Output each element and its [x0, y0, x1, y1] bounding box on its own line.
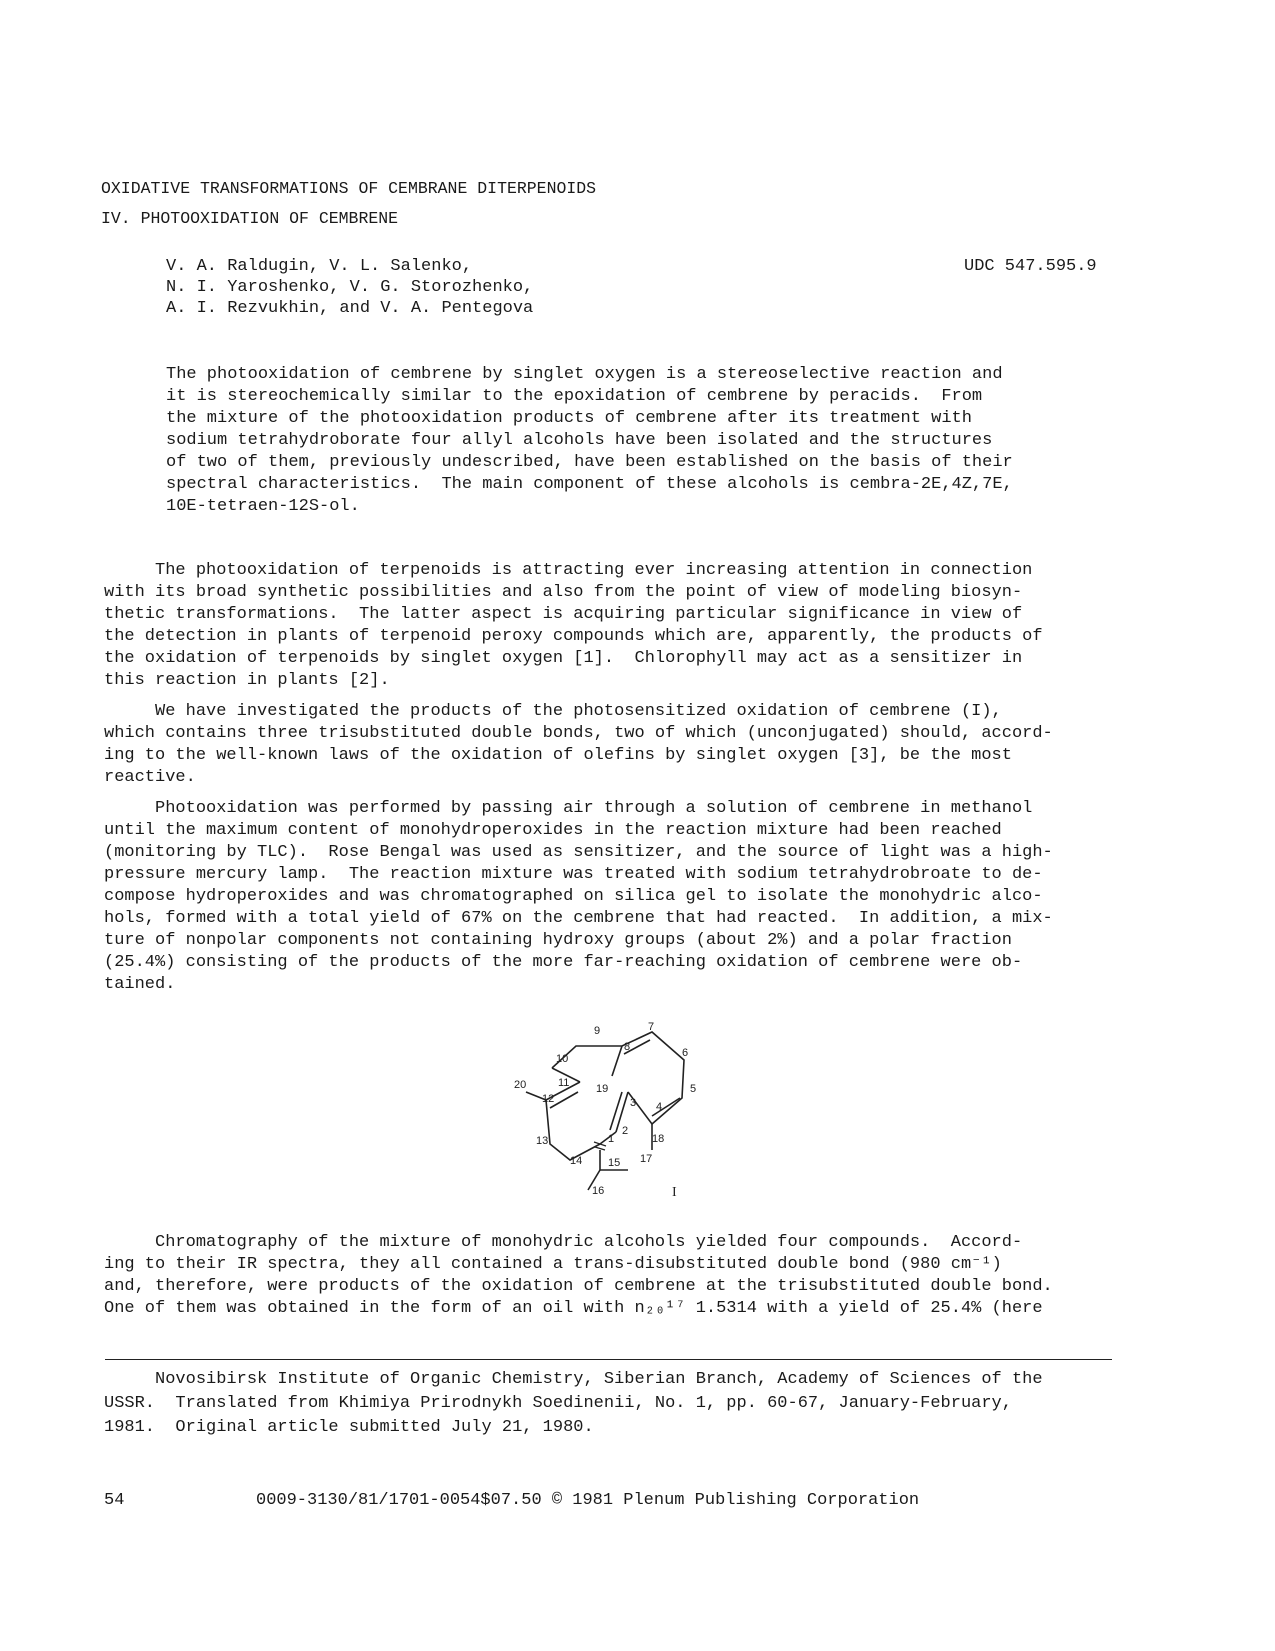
paragraph-investigation — [104, 701, 1053, 789]
body-line: tained. — [104, 975, 176, 994]
footnote — [104, 1368, 1043, 1440]
svg-text:9: 9 — [594, 1025, 601, 1037]
body-line: We have investigated the products of the photosensitized oxidation of cembrene (I), — [104, 702, 1002, 721]
abstract-line: spectral characteristics. The main component of these alcohols is cembra-2E,4Z,7E, — [166, 475, 1013, 494]
copyright-line: 0009-3130/81/1701-0054$07.50 © 1981 Plenum Publishing Corporation — [256, 1491, 920, 1510]
body-line: the oxidation of terpenoids by singlet oxygen [1]. Chlorophyll may act as a sensitizer in — [104, 649, 1023, 668]
hash-bond — [595, 1147, 605, 1150]
bond-2-3-double — [610, 1092, 622, 1130]
svg-text:1: 1 — [608, 1133, 615, 1145]
abstract-line: it is stereochemically similar to the epoxidation of cembrene by peracids. From — [166, 387, 983, 406]
svg-text:6: 6 — [682, 1047, 689, 1059]
abstract-line: sodium tetrahydroborate four allyl alcohols have been isolated and the structures — [166, 431, 993, 450]
svg-text:19: 19 — [596, 1083, 609, 1095]
svg-text:2: 2 — [622, 1125, 629, 1137]
abstract — [166, 364, 1013, 518]
body-line: ing to their IR spectra, they all contained a trans-disubstituted double bond (980 cm⁻¹) — [104, 1255, 1002, 1274]
body-line: compose hydroperoxides and was chromatographed on silica gel to isolate the monohydric alco- — [104, 887, 1043, 906]
svg-text:7: 7 — [648, 1021, 655, 1033]
abstract-line: The photooxidation of cembrene by singlet oxygen is a stereoselective reaction and — [166, 365, 1003, 384]
author-list — [166, 256, 533, 319]
abstract-line: of two of them, previously undescribed, have been established on the basis of their — [166, 453, 1013, 472]
body-line: which contains three trisubstituted double bonds, two of which (unconjugated) should, accord- — [104, 724, 1053, 743]
footnote-rule — [105, 1359, 1112, 1360]
svg-text:20: 20 — [514, 1079, 527, 1091]
svg-text:11: 11 — [558, 1077, 570, 1089]
body-line: this reaction in plants [2]. — [104, 671, 390, 690]
author-line: N. I. Yaroshenko, V. G. Storozhenko, — [166, 278, 534, 297]
cembrene-structure — [500, 1020, 730, 1210]
body-line: Photooxidation was performed by passing air through a solution of cembrene in methanol — [104, 799, 1033, 818]
body-line: until the maximum content of monohydroperoxides in the reaction mixture had been reached — [104, 821, 1002, 840]
svg-text:3: 3 — [630, 1097, 637, 1109]
paragraph-method — [104, 798, 1053, 996]
part-title: IV. PHOTOOXIDATION OF CEMBRENE — [101, 209, 399, 228]
body-line: The photooxidation of terpenoids is attracting ever increasing attention in connection — [104, 561, 1033, 580]
series-title: OXIDATIVE TRANSFORMATIONS OF CEMBRANE DITERPENOIDS — [101, 179, 597, 198]
svg-text:5: 5 — [690, 1083, 697, 1095]
paragraph-intro — [104, 560, 1043, 692]
body-line: with its broad synthetic possibilities and also from the point of view of modeling biosyn- — [104, 583, 1023, 602]
body-line: and, therefore, were products of the oxidation of cembrene at the trisubstituted double bond. — [104, 1277, 1053, 1296]
body-line: reactive. — [104, 768, 196, 787]
body-line: ing to the well-known laws of the oxidation of olefins by singlet oxygen [3], be the most — [104, 746, 1012, 765]
author-line: A. I. Rezvukhin, and V. A. Pentegova — [166, 299, 534, 318]
svg-text:10: 10 — [556, 1053, 569, 1065]
abstract-line: 10E-tetraen-12S-ol. — [166, 497, 360, 516]
footnote-line: USSR. Translated from Khimiya Prirodnykh Soedinenii, No. 1, pp. 60-67, January-February, — [104, 1394, 1012, 1413]
svg-text:16: 16 — [592, 1185, 605, 1197]
body-line: One of them was obtained in the form of an oil with n₂₀¹⁷ 1.5314 with a yield of 25.4% (here — [104, 1299, 1043, 1318]
svg-text:13: 13 — [536, 1135, 549, 1147]
svg-text:8: 8 — [624, 1041, 631, 1053]
svg-text:12: 12 — [542, 1093, 555, 1105]
body-line: pressure mercury lamp. The reaction mixture was treated with sodium tetrahydrobroate to de- — [104, 865, 1043, 884]
compound-label: I — [672, 1185, 677, 1200]
paragraph-results — [104, 1232, 1053, 1320]
body-line: hols, formed with a total yield of 67% on the cembrene that had reacted. In addition, a mix- — [104, 909, 1053, 928]
body-line: Chromatography of the mixture of monohydric alcohols yielded four compounds. Accord- — [104, 1233, 1023, 1252]
svg-text:17: 17 — [640, 1153, 653, 1165]
body-line: (25.4%) consisting of the products of the more far-reaching oxidation of cembrene were ob- — [104, 953, 1023, 972]
body-line: the detection in plants of terpenoid peroxy compounds which are, apparently, the products of — [104, 627, 1043, 646]
page-number: 54 — [104, 1491, 125, 1510]
svg-text:15: 15 — [608, 1157, 621, 1169]
svg-text:14: 14 — [570, 1155, 583, 1167]
svg-text:18: 18 — [652, 1133, 665, 1145]
footnote-line: 1981. Original article submitted July 21, 1980. — [104, 1418, 594, 1437]
footnote-line: Novosibirsk Institute of Organic Chemistry, Siberian Branch, Academy of Sciences of the — [104, 1370, 1043, 1389]
ring-bond-lower — [546, 1100, 600, 1160]
body-line: (monitoring by TLC). Rose Bengal was used as sensitizer, and the source of light was a high- — [104, 843, 1053, 862]
author-line: V. A. Raldugin, V. L. Salenko, — [166, 257, 473, 276]
body-line: ture of nonpolar components not containing hydroxy groups (about 2%) and a polar fraction — [104, 931, 1012, 950]
body-line: thetic transformations. The latter aspect is acquiring particular significance in view of — [104, 605, 1023, 624]
methyl-19 — [612, 1046, 622, 1076]
abstract-line: the mixture of the photooxidation products of cembrene after its treatment with — [166, 409, 972, 428]
udc-code: UDC 547.595.9 — [964, 257, 1097, 276]
svg-text:4: 4 — [656, 1101, 663, 1113]
